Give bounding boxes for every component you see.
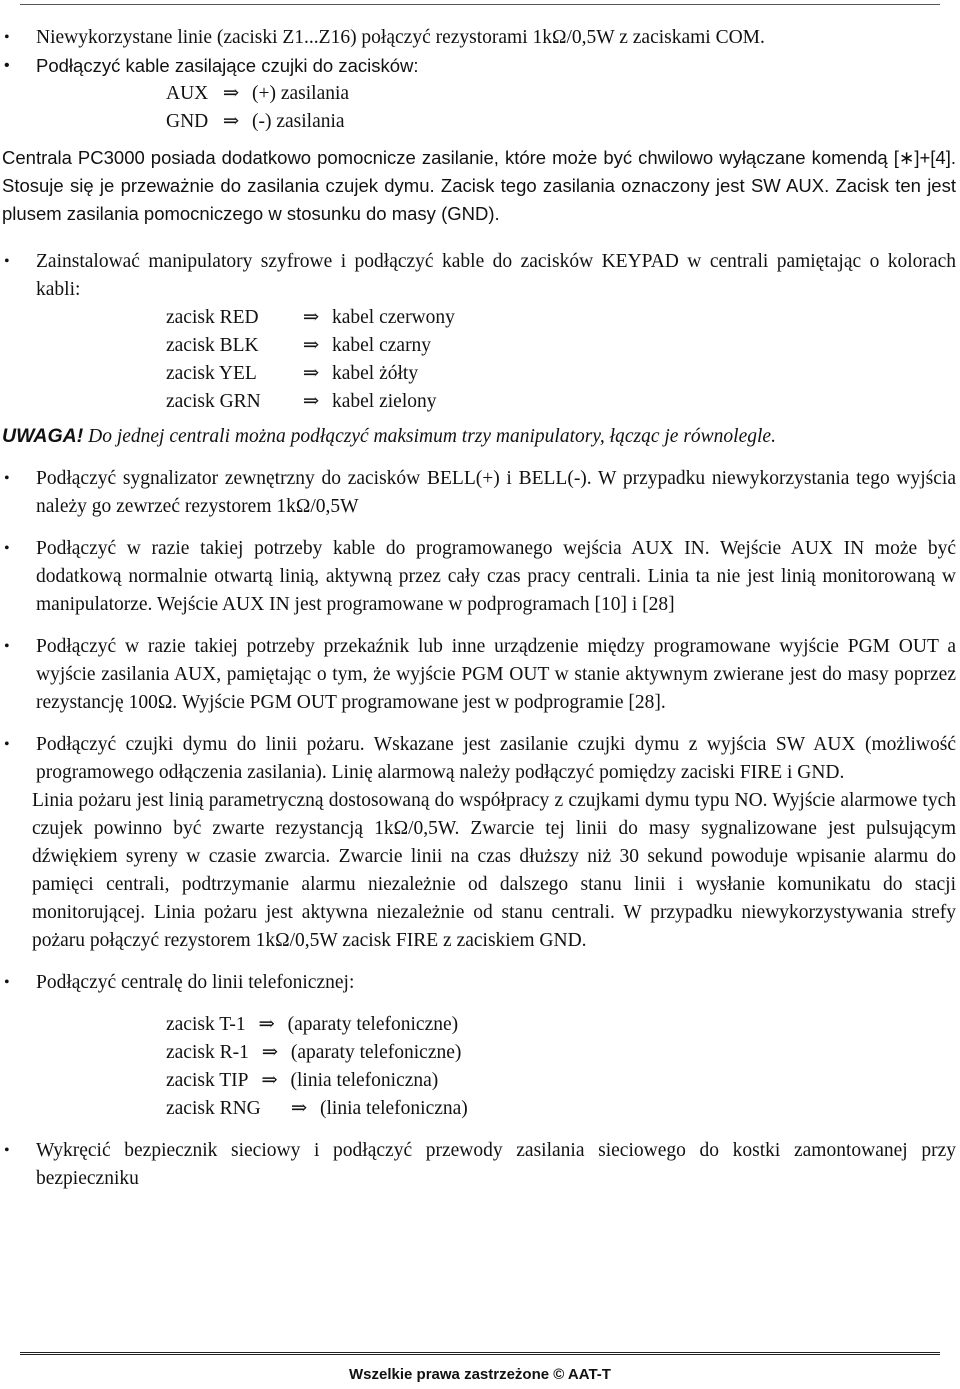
gnd-key: GND (166, 111, 209, 132)
color-row (166, 304, 960, 332)
arrow-icon: ⇒ (302, 335, 320, 356)
aux-value: (+) zasilania (252, 83, 350, 104)
bullet-keypads: • Zainstalować manipulatory szyfrowe i podłączyć kable do zacisków KEYPAD w centrali pamiętając o kolorach kabli: (0, 248, 960, 304)
terminal-key: zacisk GRN (166, 391, 261, 412)
phone-row (166, 1067, 960, 1095)
bullet-mains-fuse: • Wykręcić bezpiecznik sieciowy i podłączyć przewody zasilania sieciowego do kostki zamontowanej przy bezpieczniku (0, 1137, 960, 1193)
bullet-aux-in: • Podłączyć w razie takiej potrzeby kable do programowanego wejścia AUX IN. Wejście AUX IN może być dodatkową normalnie otwartą linią, aktywną przez cały czas pracy centrali. Linia ta nie jest linią monitorowaną w manipulatorze. Wejście AUX IN jest programowane w podprogramach [10] i [28] (0, 535, 960, 619)
bullet-phone-line: • Podłączyć centralę do linii telefonicznej: (0, 969, 960, 997)
phone-row (166, 1011, 960, 1039)
bullet-power-cables: • Podłączyć kable zasilające czujki do zacisków: (0, 52, 960, 80)
arrow-icon: ⇒ (290, 1098, 308, 1119)
warning-label: UWAGA! (2, 425, 84, 447)
arrow-icon: ⇒ (302, 307, 320, 328)
bullet-bell: • Podłączyć sygnalizator zewnętrzny do zacisków BELL(+) i BELL(-). W przypadku niewykorzystania tego wyjścia należy go zewrzeć rezystorem 1kΩ/0,5W (0, 465, 960, 521)
arrow-icon: ⇒ (302, 363, 320, 384)
aux-row (166, 80, 960, 108)
phone-row (166, 1095, 960, 1123)
terminal-key: zacisk RNG (166, 1098, 261, 1119)
line-value: (linia telefoniczna) (290, 1070, 439, 1091)
aux-key: AUX (166, 83, 209, 104)
line-value: (linia telefoniczna) (320, 1098, 468, 1119)
terminal-key: zacisk RED (166, 307, 259, 328)
bullet-pgm-out: • Podłączyć w razie takiej potrzeby przekaźnik lub inne urządzenie między programowane wyjście PGM OUT a wyjście zasilania AUX, pamiętając o tym, że wyjście PGM OUT w stanie aktywnym zwierane jest do masy poprzez rezystancję 100Ω. Wyjście PGM OUT programowane jest w podprogramie [28]. (0, 633, 960, 717)
terminal-key: zacisk T-1 (166, 1014, 246, 1035)
color-row (166, 360, 960, 388)
arrow-icon: ⇒ (261, 1070, 278, 1091)
arrow-icon: ⇒ (261, 1042, 279, 1063)
terminal-key: zacisk TIP (166, 1070, 249, 1091)
copyright-text: Wszelkie prawa zastrzeżone © AAT-T (349, 1366, 611, 1383)
line-value: (aparaty telefoniczne) (287, 1014, 459, 1035)
fire-line-paragraph: Linia pożaru jest linią parametryczną dostosowaną do współpracy z czujkami dymu typu NO. Wyjście alarmowe tych czujek powinno być zwarte rezystancją 1kΩ/0,5W. Zwarcie tej linii do masy sygnalizowane jest pulsującym dźwiękiem syreny w czasie zwarcia. Zwarcie linii na czas dłuższy niż 30 sekund powoduje wpisanie alarmu do pamięci centrali, podtrzymanie alarmu niezależnie od dalszego stanu linii i wysłanie komunikatu do stacji monitorującej. Linia pożaru jest aktywna niezależnie od stanu centrali. W przypadku niewykorzystywania strefy pożaru połączyć rezystorem 1kΩ/0,5W zacisk FIRE z zaciskiem GND. (32, 790, 956, 951)
cable-value: kabel czarny (332, 335, 432, 356)
arrow-icon: ⇒ (302, 391, 320, 412)
page-footer (20, 1352, 940, 1389)
warning-text: Do jednej centrali można podłączyć maksimum trzy manipulatory, łącząc je równolegle. (88, 426, 776, 447)
terminal-key: zacisk R-1 (166, 1042, 249, 1063)
color-row (166, 332, 960, 360)
color-row (166, 388, 960, 416)
terminal-key: zacisk YEL (166, 363, 257, 384)
gnd-row (166, 108, 960, 136)
terminal-key: zacisk BLK (166, 335, 259, 356)
arrow-icon: ⇒ (222, 83, 240, 104)
power-terminal-map (0, 80, 960, 136)
arrow-icon: ⇒ (258, 1014, 275, 1035)
bullet-fire: • Podłączyć czujki dymu do linii pożaru. Wskazane jest zasilanie czujki dymu z wyjścia SW AUX (możliwość programowego odłączenia zasilania). Linię alarmową należy podłączyć pomiędzy zaciski FIRE i GND. (0, 731, 960, 787)
top-rule (20, 4, 940, 5)
cable-value: kabel zielony (332, 391, 437, 412)
arrow-icon: ⇒ (222, 111, 240, 132)
line-value: (aparaty telefoniczne) (290, 1042, 462, 1063)
keypad-color-map (0, 304, 960, 416)
gnd-value: (-) zasilania (252, 111, 345, 132)
phone-row (166, 1039, 960, 1067)
cable-value: kabel czerwony (332, 307, 455, 328)
phone-terminal-map (0, 1011, 960, 1123)
bullet-unused-lines: • Niewykorzystane linie (zaciski Z1...Z16) połączyć rezystorami 1kΩ/0,5W z zaciskami COM. (0, 24, 960, 52)
warning-note (0, 422, 960, 451)
document-page (0, 24, 960, 1193)
aux-power-paragraph: Centrala PC3000 posiada dodatkowo pomocnicze zasilanie, które może być chwilowo wyłączane komendą [∗]+[4]. Stosuje się je przeważnie do zasilania czujek dymu. Zacisk tego zasilania oznaczony jest SW AUX. Zacisk ten jest plusem zasilania pomocniczego w stosunku do masy (GND). (2, 147, 956, 224)
cable-value: kabel żółty (332, 363, 419, 384)
